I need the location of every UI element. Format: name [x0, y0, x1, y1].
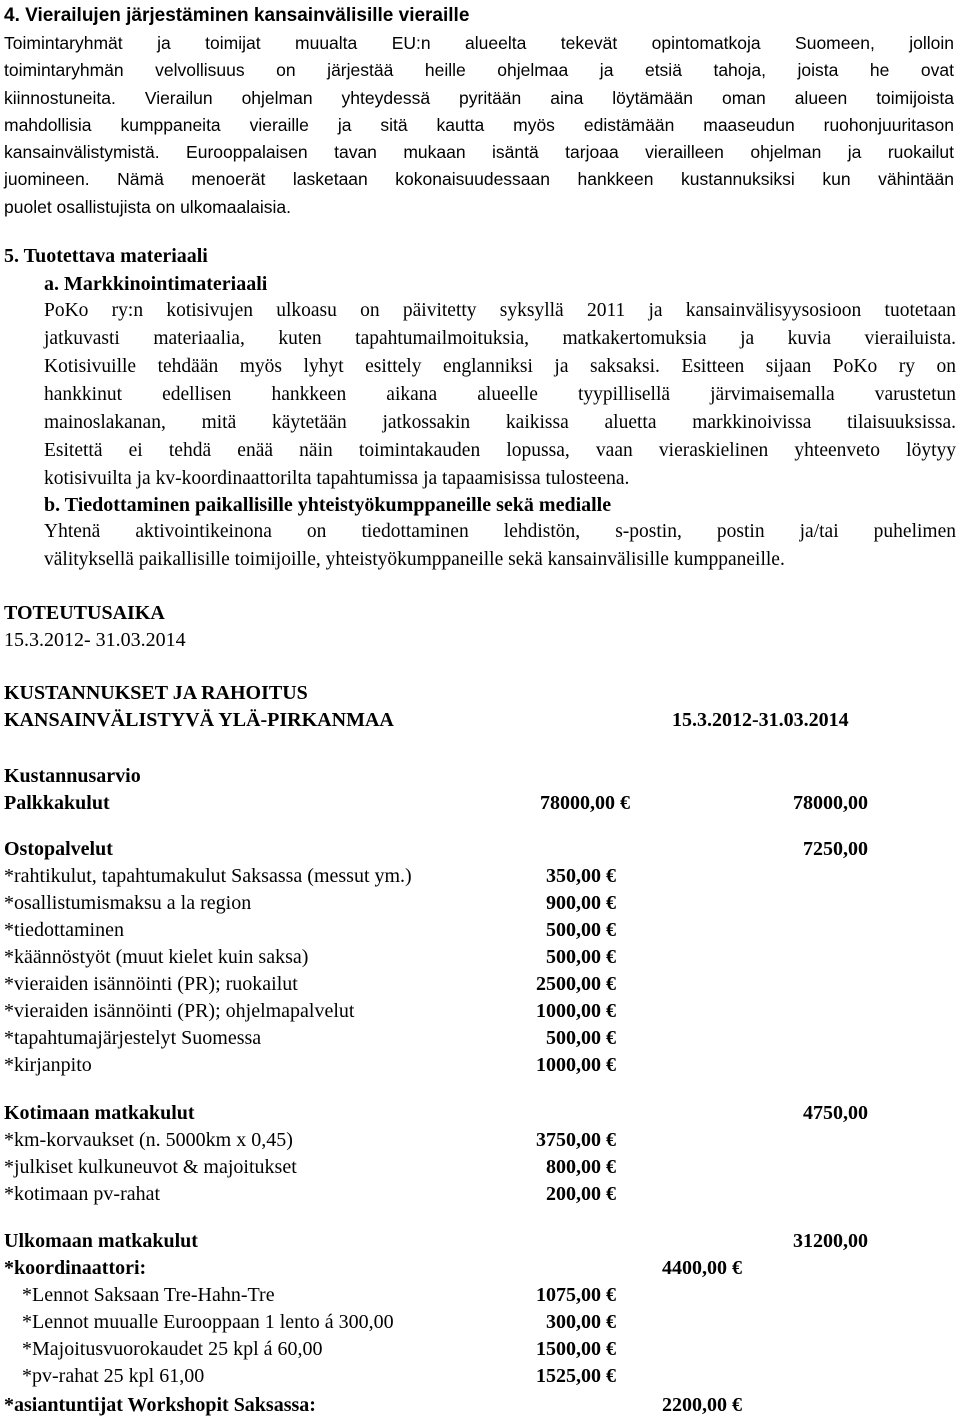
budget-row-label: *Lennot Saksaan Tre-Hahn-Tre [22, 1284, 275, 1306]
project-period: 15.3.2012-31.03.2014 [672, 709, 849, 731]
budget-row-amount: 1000,00 € [536, 1000, 616, 1022]
budget-row-amount: 1525,00 € [536, 1365, 616, 1387]
section4-line: kansainvälistymistä. Eurooppalaisen tavan mukaan isäntä tarjoaa vierailleen ohjelman ja ruokailut [4, 142, 954, 163]
budget-row [0, 1363, 960, 1389]
budget-row-label: *osallistumismaksu a la region [4, 892, 252, 914]
budget-row-label: *vieraiden isännöinti (PR); ruokailut [4, 973, 298, 995]
budget-row-subtotal: 2200,00 € [662, 1394, 742, 1416]
section5a-line: hankkinut edellisen hankkeen aikana alueelle tyypillisellä järvimaisemalla varustetun [44, 384, 956, 405]
budget-row-label: *kotimaan pv-rahat [4, 1183, 161, 1205]
budget-row-label: *rahtikulut, tapahtumakulut Saksassa (messut ym.) [4, 865, 412, 887]
section4-line: kiinnostuneita. Vierailun ohjelman yhteydessä pyritään aina löytämään oman alueen toimijoista [4, 87, 954, 108]
budget-row-amount: 1075,00 € [536, 1284, 616, 1306]
section5a-line: Esitettä ei tehdä enää näin toimintakauden lopussa, vaan vieraskielinen yhteenveto löytyy [44, 440, 956, 461]
budget-row [0, 1100, 960, 1126]
section5b-line: Yhtenä aktivointikeinona on tiedottaminen lehdistön, s-postin, postin ja/tai puhelimen [44, 521, 956, 542]
section4-line: toimintaryhmän velvollisuus on järjestää heille ohjelmaa ja etsiä tahoja, joista he ovat [4, 60, 954, 81]
section4-line: Toimintaryhmät ja toimijat muualta EU:n alueelta tekevät opintomatkoja Suomeen, jolloin [4, 33, 954, 53]
budget-row-amount: 500,00 € [546, 1027, 616, 1049]
budget-row [0, 1025, 960, 1051]
budget-row [0, 971, 960, 997]
budget-row-label: Ostopalvelut [4, 838, 113, 860]
budget-row-amount: 78000,00 € [540, 792, 630, 814]
budget-row-amount: 500,00 € [546, 919, 616, 941]
budget-row-label: Kotimaan matkakulut [4, 1102, 195, 1124]
budget-row-amount: 1500,00 € [536, 1338, 616, 1360]
budget-row-label: *tiedottaminen [4, 919, 124, 941]
section5b-line: välityksellä paikallisille toimijoille, yhteistyökumppaneille sekä kansainvälisille kumppaneille. [44, 549, 785, 570]
budget-row [0, 836, 960, 862]
budget-row [0, 1154, 960, 1180]
budget-row-label: *km-korvaukset (n. 5000km x 0,45) [4, 1129, 293, 1151]
budget-row-amount: 3750,00 € [536, 1129, 616, 1151]
budget-row [0, 917, 960, 943]
section5a-line: mainoslakanan, mitä käytetään jatkossakin kaikissa aluetta markkinoivissa tilaisuuksissa. [44, 412, 956, 433]
section5a-line: Kotisivuille tehdään myös lyhyt esittely englanniksi ja saksaksi. Esitteen sijaan PoKo ry on [44, 356, 956, 377]
budget-row-label: *asiantuntijat Workshopit Saksassa: [4, 1394, 316, 1416]
budget-row [0, 1309, 960, 1335]
budget-row-amount: 350,00 € [546, 865, 616, 887]
budget-row-label: *kirjanpito [4, 1054, 92, 1076]
budget-row-label: *koordinaattori: [4, 1257, 147, 1279]
budget-row-total: 31200,00 [793, 1230, 868, 1252]
budget-row [0, 1127, 960, 1153]
toteutusaika-heading: TOTEUTUSAIKA [4, 602, 165, 624]
toteutusaika-value: 15.3.2012- 31.03.2014 [4, 629, 186, 651]
budget-row [0, 1228, 960, 1254]
budget-row [0, 1255, 960, 1281]
kustannukset-heading: KUSTANNUKSET JA RAHOITUS [4, 682, 308, 704]
budget-row [0, 1052, 960, 1078]
budget-row-total: 7250,00 [803, 838, 868, 860]
budget-row-amount: 2500,00 € [536, 973, 616, 995]
section4-line: puolet osallistujista on ulkomaalaisia. [4, 196, 291, 217]
section4-line: juomineen. Nämä menoerät lasketaan kokonaisuudessaan hankkeen kustannuksiksi kun vähintään [4, 169, 954, 190]
section5a-heading: a. Markkinointimateriaali [44, 273, 268, 295]
budget-row-total: 4750,00 [803, 1102, 868, 1124]
section5a-line: PoKo ry:n kotisivujen ulkoasu on päivitetty syksyllä 2011 ja kansainvälisyysosioon tuotetaan [44, 300, 956, 321]
section5a-line: jatkuvasti materiaalia, kuten tapahtumailmoituksia, matkakertomuksia ja kuvia vierailuista. [44, 328, 956, 349]
section4-line: mahdollisia kumppaneita vieraille ja sitä kautta myös edistämään maaseudun ruohonjuuritason [4, 114, 954, 135]
budget-row [0, 1282, 960, 1308]
budget-row [0, 944, 960, 970]
budget-row-amount: 200,00 € [546, 1183, 616, 1205]
budget-row-label: Ulkomaan matkakulut [4, 1230, 198, 1252]
budget-row-amount: 300,00 € [546, 1311, 616, 1333]
budget-label: Kustannusarvio [4, 765, 141, 787]
budget-row-total: 78000,00 [793, 792, 868, 814]
budget-row [0, 863, 960, 889]
budget-row [0, 1336, 960, 1362]
budget-row-label: *vieraiden isännöinti (PR); ohjelmapalvelut [4, 1000, 355, 1022]
budget-row [0, 1181, 960, 1207]
section5b-heading: b. Tiedottaminen paikallisille yhteistyökumppaneille sekä medialle [44, 494, 612, 516]
budget-row-amount: 1000,00 € [536, 1054, 616, 1076]
project-name: KANSAINVÄLISTYVÄ YLÄ-PIRKANMAA [4, 709, 394, 731]
budget-row-label: Palkkakulut [4, 792, 110, 814]
budget-row [0, 890, 960, 916]
budget-row [0, 790, 960, 816]
budget-row-label: *käännöstyöt (muut kielet kuin saksa) [4, 946, 309, 968]
budget-row-label: *pv-rahat 25 kpl 61,00 [22, 1365, 205, 1387]
section5a-line: kotisivuilta ja kv-koordinaattorilta tapahtumissa ja tapaamisissa tulosteena. [44, 468, 630, 489]
budget-row [0, 998, 960, 1024]
budget-row-amount: 900,00 € [546, 892, 616, 914]
budget-row-label: *Majoitusvuorokaudet 25 kpl á 60,00 [22, 1338, 323, 1360]
budget-row-amount: 500,00 € [546, 946, 616, 968]
budget-row-label: *Lennot muualle Eurooppaan 1 lento á 300,00 [22, 1311, 394, 1333]
section5-heading: 5. Tuotettava materiaali [4, 245, 208, 267]
section4-heading: 4. Vierailujen järjestäminen kansainvälisille vieraille [4, 5, 470, 26]
budget-row-label: *tapahtumajärjestelyt Suomessa [4, 1027, 262, 1049]
budget-row-amount: 800,00 € [546, 1156, 616, 1178]
budget-row [0, 1392, 960, 1418]
budget-row-subtotal: 4400,00 € [662, 1257, 742, 1279]
budget-row-label: *julkiset kulkuneuvot & majoitukset [4, 1156, 297, 1178]
